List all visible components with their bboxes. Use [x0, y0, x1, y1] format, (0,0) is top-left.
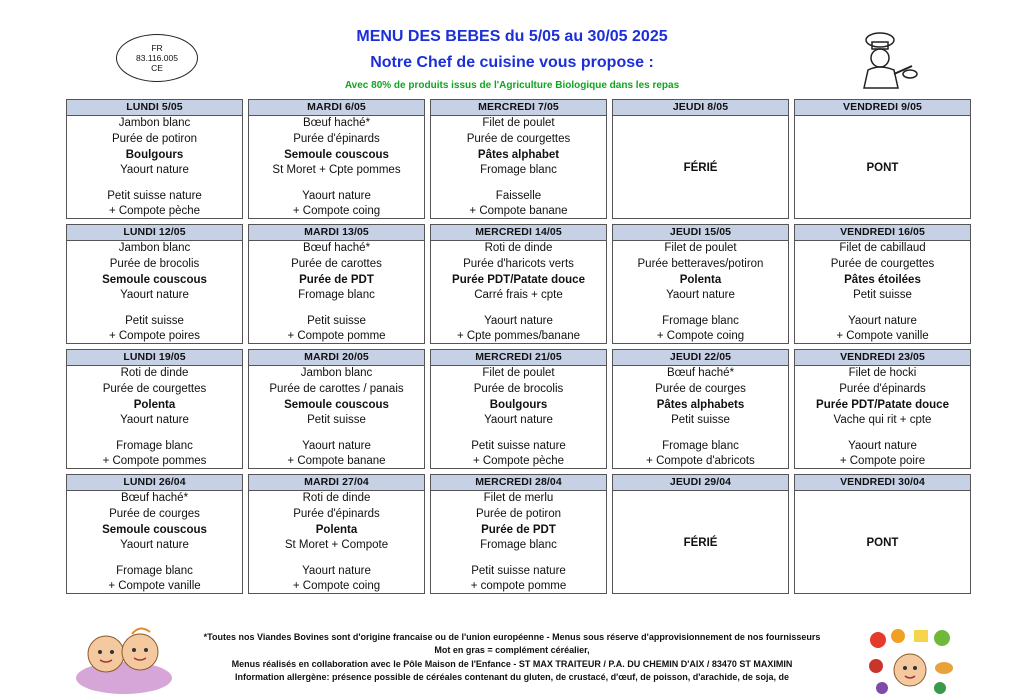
day-header: JEUDI 8/05 — [613, 100, 788, 116]
meal-list — [431, 116, 606, 220]
organic-tagline: Avec 80% de produits issus de l'Agriculture Biologique dans les repas — [344, 80, 680, 91]
day-cell — [248, 99, 425, 219]
day-header: JEUDI 15/05 — [613, 225, 788, 241]
stamp-line-1: FR — [151, 43, 163, 53]
day-cell — [612, 99, 789, 219]
day-header: MARDI 13/05 — [249, 225, 424, 241]
day-cell — [248, 224, 425, 344]
meal-item: Roti de dinde — [302, 492, 371, 504]
meal-item: Filet de poulet — [482, 117, 555, 129]
day-header: LUNDI 12/05 — [67, 225, 242, 241]
meal-item: Filet de poulet — [482, 367, 555, 379]
cereal-item: Purée de PDT — [481, 523, 556, 536]
meal-item: Petit suisse — [307, 314, 366, 327]
meal-item: + Compote pèche — [472, 455, 565, 468]
day-cell — [66, 474, 243, 594]
day-cell — [430, 99, 607, 219]
day-header: JEUDI 22/05 — [613, 350, 788, 366]
week-row — [66, 474, 972, 594]
meal-item: Yaourt nature — [484, 414, 553, 427]
meal-item: Purée de carottes / panais — [269, 382, 404, 395]
day-cell — [612, 349, 789, 469]
meal-list — [67, 491, 242, 595]
meal-item: Yaourt nature — [302, 439, 371, 452]
meal-item: Faisselle — [495, 189, 542, 202]
meal-item: Carré frais + cpte — [474, 289, 563, 302]
day-header: MARDI 20/05 — [249, 350, 424, 366]
footer-notes — [0, 631, 1024, 685]
meal-item: Purée betteraves/potiron — [637, 257, 764, 270]
meal-item: Purée de courgettes — [466, 132, 571, 145]
page-subtitle: Notre Chef de cuisine vous propose : — [370, 54, 654, 71]
meal-item: + Cpte pommes/banane — [456, 330, 581, 343]
menu-grid — [66, 99, 972, 599]
day-header: JEUDI 29/04 — [613, 475, 788, 491]
meal-list — [613, 366, 788, 470]
cereal-item: Pâtes alphabet — [477, 148, 560, 161]
day-cell — [430, 474, 607, 594]
meal-item: Purée de courges — [655, 382, 746, 395]
meal-item: Purée de brocolis — [473, 382, 564, 395]
meal-item: Purée de courgettes — [830, 257, 935, 270]
meal-item: Purée de brocolis — [109, 257, 200, 270]
meal-list — [249, 366, 424, 470]
day-header: LUNDI 19/05 — [67, 350, 242, 366]
meal-item: + Compote coing — [656, 330, 745, 343]
meal-item: Petit suisse nature — [471, 564, 566, 577]
meal-item: + Compote poires — [108, 330, 201, 343]
day-header: MERCREDI 7/05 — [431, 100, 606, 116]
day-cell — [612, 474, 789, 594]
cereal-item: Pâtes étoilées — [844, 273, 921, 286]
cereal-item: Boulgours — [125, 148, 184, 161]
day-header: MERCREDI 21/05 — [431, 350, 606, 366]
meal-item: Yaourt nature — [666, 289, 735, 302]
meal-item: Purée de potiron — [111, 132, 198, 145]
meal-list — [67, 366, 242, 470]
meal-item: + Compote d'abricots — [646, 455, 755, 468]
cereal-item: Pâtes alphabets — [656, 398, 745, 411]
closed-label: FÉRIÉ — [683, 536, 718, 549]
meal-item: Petit suisse — [853, 289, 912, 302]
footer-line-3: Menus réalisés en collaboration avec le Pôle Maison de l'Enfance - ST MAX TRAITEUR / P.A. DU CHEMIN D'AIX / 83470 ST MAXIMIN — [231, 658, 793, 669]
meal-item: Purée d'épinards — [293, 507, 380, 520]
meal-item: + Compote pomme — [287, 330, 386, 343]
meal-item: Bœuf haché* — [302, 242, 371, 254]
meal-item: Yaourt nature — [120, 289, 189, 302]
meal-item: + Compote coing — [292, 205, 381, 218]
meal-item: Jambon blanc — [118, 117, 191, 129]
day-cell — [430, 224, 607, 344]
meal-item: Petit suisse — [125, 314, 184, 327]
meal-item: Bœuf haché* — [120, 492, 189, 504]
meal-item: Petit suisse nature — [471, 439, 566, 452]
meal-item: Purée de carottes — [291, 257, 382, 270]
meal-item: Filet de poulet — [664, 242, 737, 254]
meal-item: Petit suisse — [307, 414, 366, 427]
closed-label: FÉRIÉ — [683, 161, 718, 174]
meal-item: Petit suisse — [671, 414, 730, 427]
day-cell — [794, 99, 971, 219]
cereal-item: Polenta — [679, 273, 722, 286]
meal-item: + Compote coing — [292, 580, 381, 593]
meal-item: Yaourt nature — [120, 414, 189, 427]
day-header: LUNDI 26/04 — [67, 475, 242, 491]
week-row — [66, 99, 972, 219]
meal-item: Filet de cabillaud — [839, 242, 926, 254]
footer-line-1: *Toutes nos Viandes Bovines sont d'origine francaise ou de l'union européenne - Menus sous réserve d'approvisionnement de nos fournisseurs — [203, 632, 821, 642]
meal-item: Yaourt nature — [484, 314, 553, 327]
meal-item: Purée d'épinards — [839, 382, 926, 395]
meal-item: Jambon blanc — [118, 242, 191, 254]
meal-item: Fromage blanc — [116, 564, 193, 577]
meal-item: Yaourt nature — [302, 189, 371, 202]
day-header: MARDI 6/05 — [249, 100, 424, 116]
meal-item: Yaourt nature — [848, 314, 917, 327]
cereal-item: Purée PDT/Patate douce — [816, 398, 949, 411]
meal-item: Petit suisse nature — [107, 189, 202, 202]
cereal-item: Semoule couscous — [284, 148, 389, 161]
meal-item: Fromage blanc — [116, 439, 193, 452]
meal-item: Filet de merlu — [483, 492, 554, 504]
meal-list — [431, 241, 606, 345]
day-header: LUNDI 5/05 — [67, 100, 242, 116]
cereal-item: Semoule couscous — [102, 273, 207, 286]
meal-item: Fromage blanc — [298, 289, 375, 302]
closed-label: PONT — [866, 536, 899, 549]
cereal-item: Polenta — [315, 523, 358, 536]
meal-item: Yaourt nature — [302, 564, 371, 577]
cereal-item: Polenta — [133, 398, 176, 411]
day-header: MERCREDI 28/04 — [431, 475, 606, 491]
page-title: MENU DES BEBES du 5/05 au 30/05 2025 — [356, 28, 668, 45]
day-header: VENDREDI 16/05 — [795, 225, 970, 241]
day-cell — [794, 349, 971, 469]
day-header: MERCREDI 14/05 — [431, 225, 606, 241]
day-header: MARDI 27/04 — [249, 475, 424, 491]
meal-item: Fromage blanc — [480, 164, 557, 177]
meal-item: Purée d'haricots verts — [463, 257, 574, 270]
meal-list — [431, 366, 606, 470]
meal-item: + Compote poire — [839, 455, 926, 468]
cereal-item: Semoule couscous — [102, 523, 207, 536]
meal-item: + Compote vanille — [836, 330, 929, 343]
day-header: VENDREDI 30/04 — [795, 475, 970, 491]
day-cell — [66, 224, 243, 344]
week-row — [66, 224, 972, 344]
day-header: VENDREDI 9/05 — [795, 100, 970, 116]
closed-label: PONT — [866, 161, 899, 174]
cereal-item: Boulgours — [489, 398, 548, 411]
day-cell — [794, 474, 971, 594]
stamp-line-2: 83.116.005 — [136, 53, 178, 63]
meal-item: Jambon blanc — [300, 367, 373, 379]
cereal-item: Purée de PDT — [299, 273, 374, 286]
stamp-line-3: CE — [151, 63, 163, 73]
meal-item: + Compote vanille — [108, 580, 201, 593]
cereal-item: Purée PDT/Patate douce — [452, 273, 585, 286]
meal-item: + Compote banane — [287, 455, 386, 468]
meal-item: Fromage blanc — [662, 439, 739, 452]
meal-item: Purée de courgettes — [102, 382, 207, 395]
footer-line-2: Mot en gras = complément céréalier, — [434, 645, 590, 656]
meal-item: Fromage blanc — [480, 539, 557, 552]
meal-item: Vache qui rit + cpte — [833, 414, 932, 427]
week-row — [66, 349, 972, 469]
meal-item: + Compote banane — [469, 205, 568, 218]
day-cell — [794, 224, 971, 344]
meal-item: Fromage blanc — [662, 314, 739, 327]
meal-item: + Compote pommes — [102, 455, 207, 468]
meal-list — [67, 116, 242, 220]
meal-list — [795, 241, 970, 345]
meal-item: St Moret + Cpte pommes — [272, 164, 401, 177]
meal-item: Yaourt nature — [120, 539, 189, 552]
meal-item: Bœuf haché* — [302, 117, 371, 129]
day-cell — [612, 224, 789, 344]
meal-item: Bœuf haché* — [666, 367, 735, 379]
day-cell — [66, 349, 243, 469]
meal-list — [249, 241, 424, 345]
day-header: VENDREDI 23/05 — [795, 350, 970, 366]
chef-cartoon-icon — [852, 30, 918, 92]
meal-item: Filet de hocki — [848, 367, 917, 379]
cereal-item: Semoule couscous — [284, 398, 389, 411]
meal-item: Roti de dinde — [484, 242, 553, 254]
meal-item: Yaourt nature — [848, 439, 917, 452]
meal-list — [249, 491, 424, 595]
meal-item: Roti de dinde — [120, 367, 189, 379]
footer-line-4: Information allergène: présence possible de céréales contenant du gluten, de crustacé, d'œuf, de poisson, d'arachide, de soja, de — [235, 672, 789, 683]
meal-item: Purée de potiron — [475, 507, 562, 520]
day-cell — [430, 349, 607, 469]
meal-item: + Compote pèche — [108, 205, 201, 218]
day-cell — [248, 349, 425, 469]
day-cell — [248, 474, 425, 594]
meal-item: Purée d'épinards — [293, 132, 380, 145]
meal-list — [613, 241, 788, 345]
meal-list — [67, 241, 242, 345]
meal-list — [249, 116, 424, 220]
day-cell — [66, 99, 243, 219]
meal-item: + compote pomme — [470, 580, 567, 593]
meal-item: Yaourt nature — [120, 164, 189, 177]
meal-list — [795, 366, 970, 470]
meal-item: St Moret + Compote — [284, 539, 389, 552]
meal-list — [431, 491, 606, 595]
meal-item: Purée de courges — [109, 507, 200, 520]
